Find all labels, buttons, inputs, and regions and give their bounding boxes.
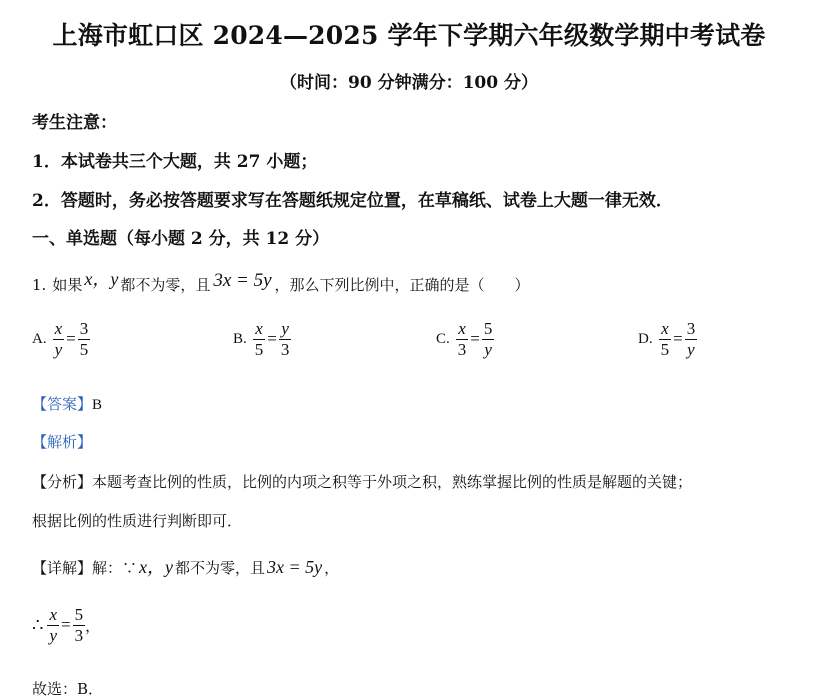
- option-label: B.: [233, 330, 247, 347]
- detail-line: [32, 553, 339, 579]
- stem-text-a: 如果: [52, 276, 83, 294]
- option-d: D. $\frac{x}{5}$ = $\frac{3}{y}$: [638, 319, 696, 359]
- answer-line: [32, 393, 102, 414]
- detail-tag: 【详解】: [32, 559, 93, 577]
- section-heading: 一、单选题（每小题 2 分，共 12 分）: [32, 229, 330, 249]
- fraction: $\frac{x}{y}$: [49, 605, 57, 645]
- option-label: A.: [32, 330, 47, 347]
- option-c: C. $\frac{x}{3}$ = $\frac{5}{y}$: [436, 319, 493, 359]
- question-number: 1.: [32, 276, 47, 294]
- answer-tag: 【答案】: [32, 395, 93, 413]
- stem-vars: x，y: [84, 269, 119, 289]
- stem-text-b: 都不为零，且: [120, 276, 211, 294]
- question-stem: [32, 270, 530, 296]
- fraction: $\frac{x}{5}$: [660, 319, 670, 359]
- fraction: $\frac{y}{3}$: [280, 319, 290, 359]
- fenxi-tag: 【分析】: [32, 473, 93, 491]
- option-label: D.: [638, 330, 653, 347]
- fraction: $\frac{x}{3}$: [457, 319, 467, 359]
- therefore-symbol: ∴: [32, 614, 44, 636]
- answer-value: B: [92, 397, 103, 413]
- fraction: $\frac{3}{5}$: [79, 319, 89, 359]
- option-b: B. $\frac{x}{5}$ = $\frac{y}{3}$: [233, 319, 290, 359]
- stem-text-c: ，那么下列比例中，正确的是（ ）: [274, 276, 530, 294]
- choice-line: 故选：B．: [32, 680, 104, 698]
- notice-item-2: 2．答题时，务必按答题要求写在答题纸规定位置，在草稿纸、试卷上大题一律无效．: [32, 191, 673, 211]
- detail-vars: x，y: [139, 557, 174, 577]
- detail-text-b: 都不为零，且: [175, 559, 266, 577]
- notice-item-1: 1．本试卷共三个大题，共 27 小题；: [32, 152, 318, 172]
- detail-condition: 3x = 5y: [267, 557, 323, 577]
- exam-title: 上海市虹口区 2024—2025 学年下学期六年级数学期中考试卷: [52, 21, 766, 50]
- fraction: $\frac{5}{y}$: [483, 319, 493, 359]
- option-label: C.: [436, 330, 450, 347]
- exam-time-score: （时间：90 分钟满分：100 分）: [280, 73, 538, 93]
- analysis-tag: 【解析】: [32, 433, 93, 451]
- option-a: A. $\frac{x}{y}$ = $\frac{3}{5}$: [32, 319, 89, 359]
- fraction: $\frac{x}{5}$: [254, 319, 264, 359]
- analysis-line-1: [32, 471, 692, 492]
- analysis-line-2: 根据比例的性质进行判断即可．: [32, 512, 243, 530]
- notice-heading: 考生注意：: [32, 113, 117, 133]
- fraction: $\frac{3}{y}$: [686, 319, 696, 359]
- detail-text-a: 解：∵: [92, 559, 138, 577]
- fraction: $\frac{x}{y}$: [54, 319, 63, 359]
- detail-text-c: ，: [324, 559, 340, 577]
- result-tail: ，: [85, 616, 101, 635]
- fenxi-text: 本题考查比例的性质，比例的内项之积等于外项之积，熟练掌握比例的性质是解题的关键；: [92, 473, 693, 491]
- result-equation: ∴ $\frac{x}{y}$ = $\frac{5}{3}$ ，: [32, 605, 101, 645]
- fraction: $\frac{5}{3}$: [74, 605, 84, 645]
- stem-condition: 3x = 5y: [213, 270, 272, 291]
